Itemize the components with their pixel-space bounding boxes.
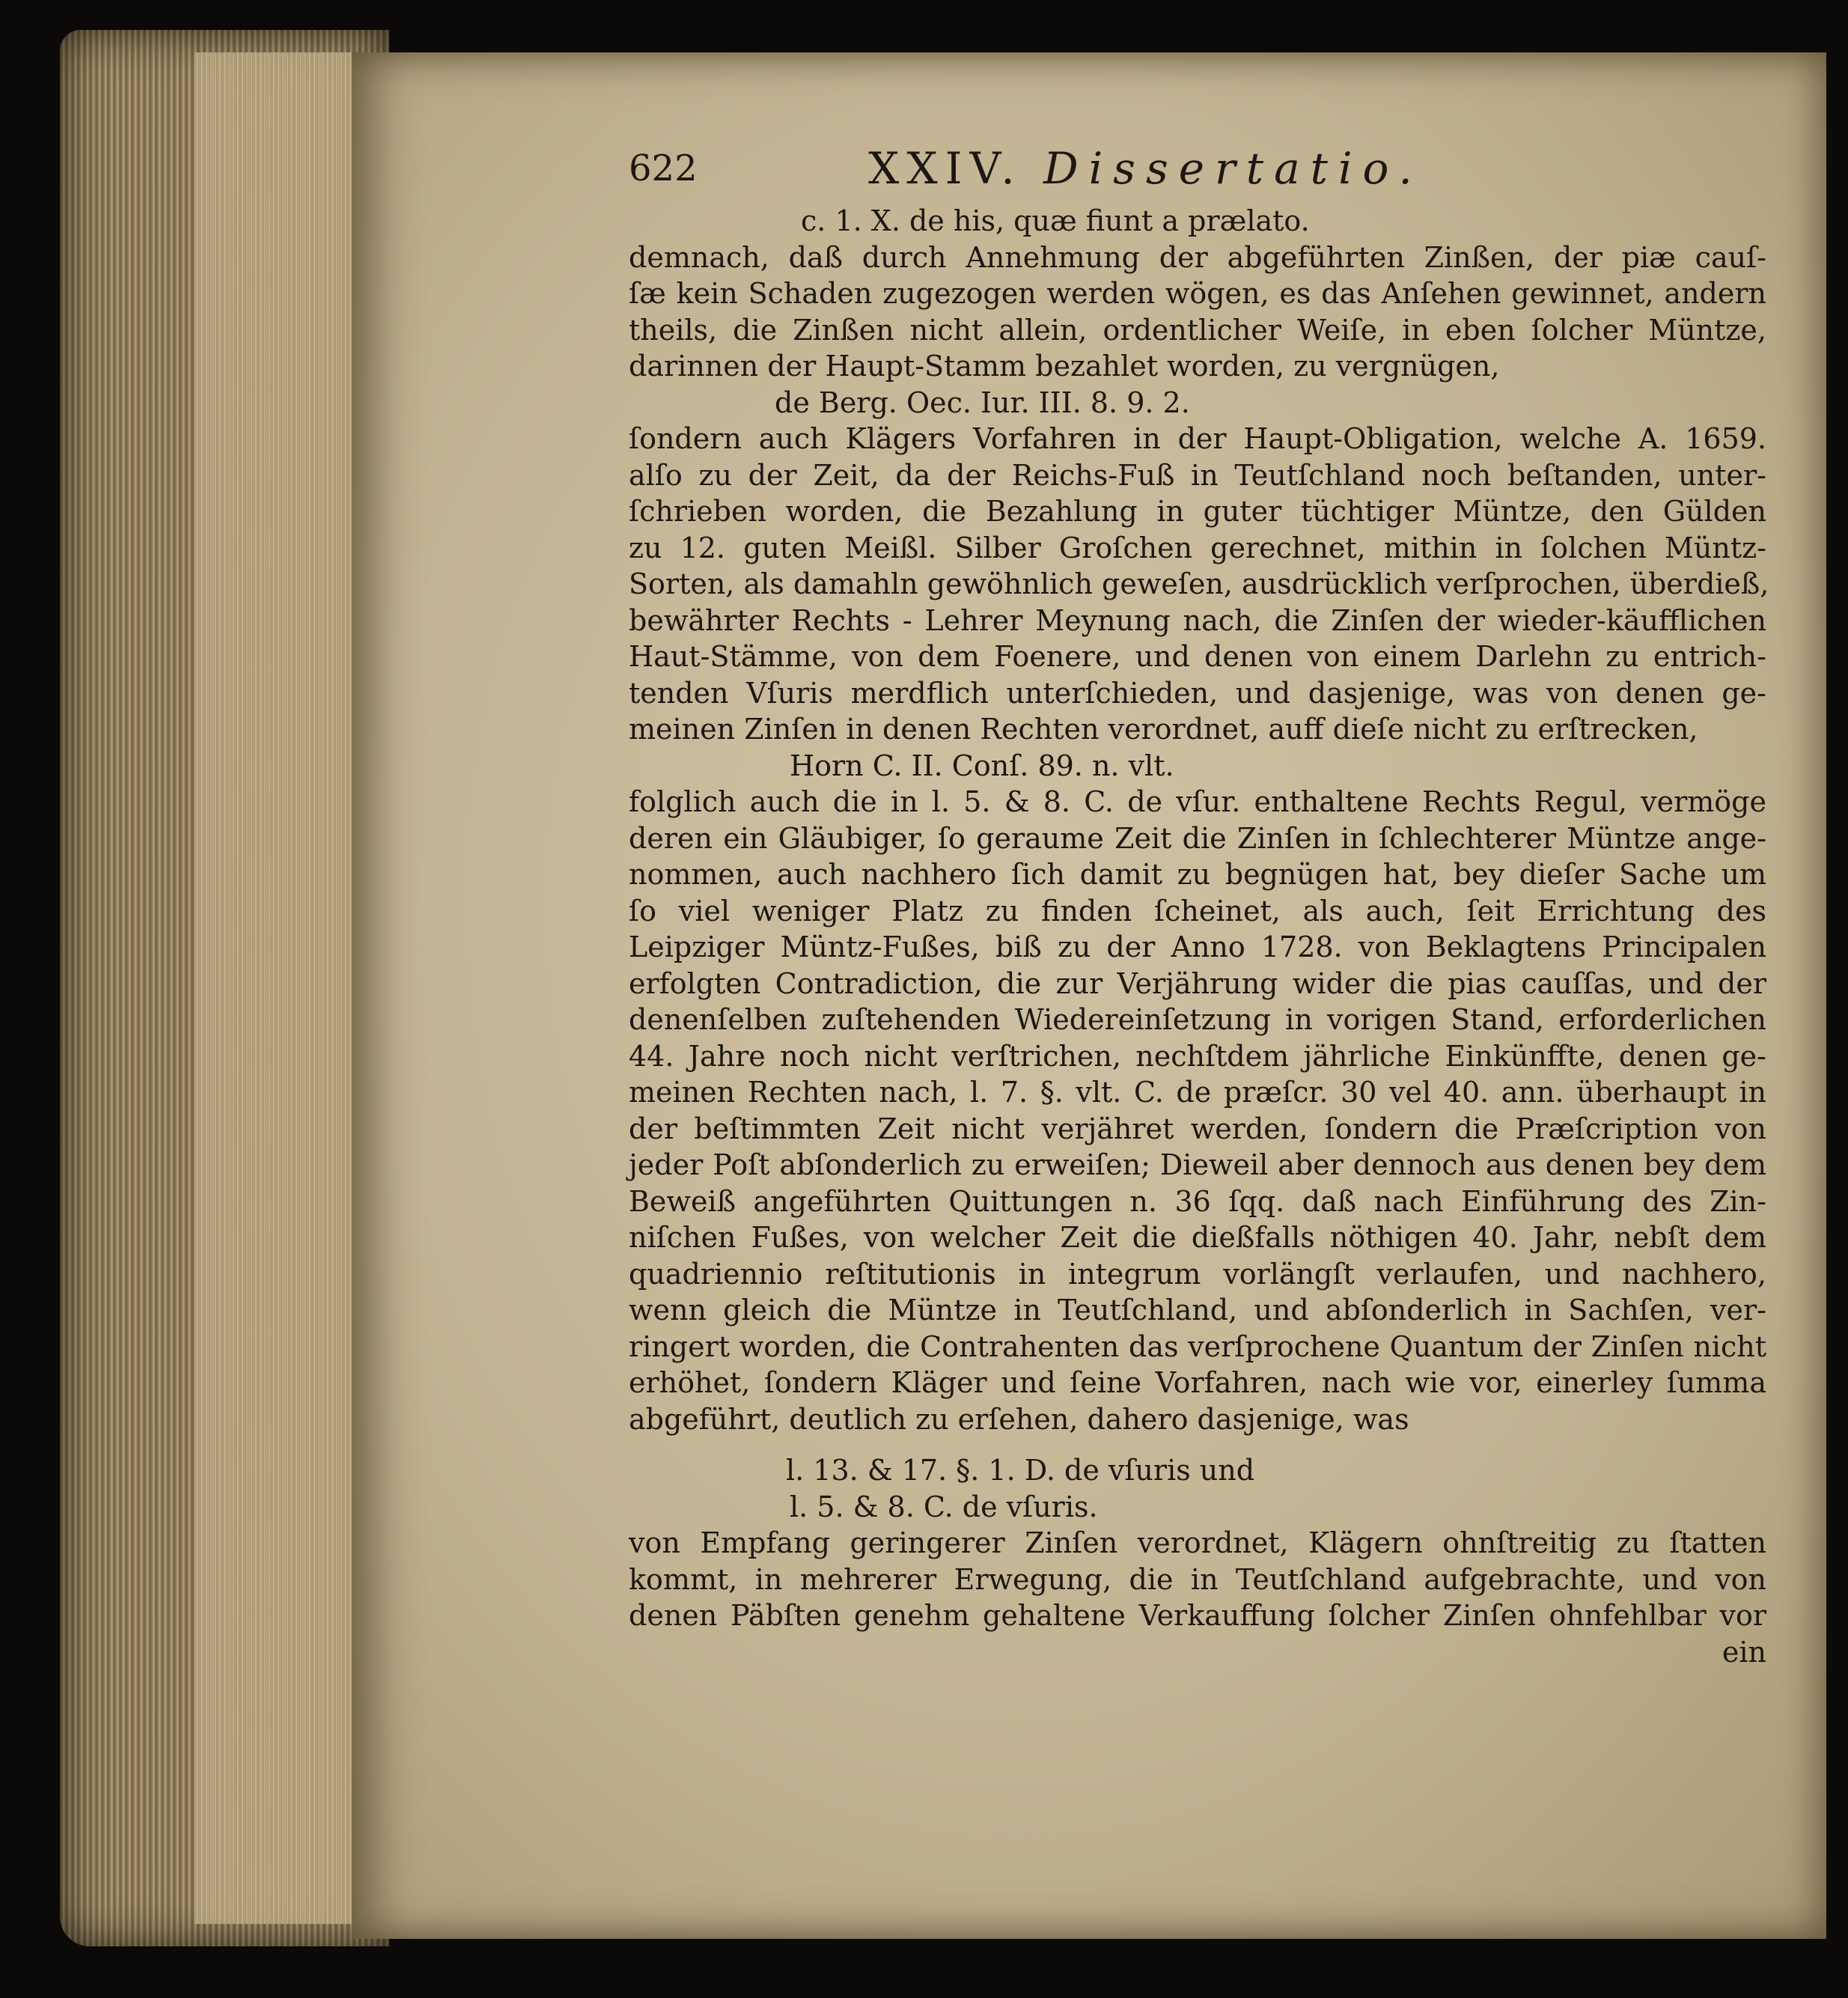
running-title <box>868 138 1423 198</box>
text-line: theils, die Zinßen nicht allein, ordentlicher Weiſe, in eben ſolcher Müntze, <box>629 313 1766 347</box>
citation: c. 1. X. de his, quæ fiunt a prælato. <box>801 204 1310 237</box>
text-line: von Empfang geringerer Zinſen verordnet, Klägern ohnſtreitig zu ſtatten <box>629 1526 1766 1559</box>
text-line: abgeführt, deutlich zu erſehen, dahero dasjenige, was <box>629 1402 1409 1436</box>
page-text <box>629 138 1769 1670</box>
text-line: denen Päbſten genehm gehaltene Verkauffung ſolcher Zinſen ohnfehlbar vor <box>629 1599 1766 1632</box>
paragraph-2 <box>629 421 1769 748</box>
text-line: quadriennio reſtitutionis in integrum vorlängſt verlaufen, und nachhero, <box>629 1257 1766 1291</box>
title-italic: Dissertatio. <box>1043 143 1423 194</box>
text-line: ringert worden, die Contrahenten das verſprochene Quantum der Zinſen nicht <box>629 1330 1766 1363</box>
text-line: Sorten, als damahln gewöhnlich geweſen, ausdrücklich verſprochen, überdieß, <box>629 567 1769 600</box>
text-line: erfolgten Contradiction, die zur Verjährung wider die pias cauſſas, und der <box>629 966 1766 1000</box>
text-line: darinnen der Haupt-Stamm bezahlet worden, zu vergnügen, <box>629 350 1500 383</box>
text-line: meinen Zinſen in denen Rechten verordnet, auff dieſe nicht zu erſtrecken, <box>629 713 1698 746</box>
title-roman: XXIV. <box>868 143 1022 194</box>
catchword: ein <box>1722 1635 1766 1669</box>
text-line: demnach, daß durch Annehmung der abgeführten Zinßen, der piæ cauſ- <box>629 240 1766 274</box>
text-line: erhöhet, ſondern Kläger und ſeine Vorfahren, nach wie vor, einerley ſumma <box>629 1366 1766 1399</box>
text-line: deren ein Gläubiger, ſo geraume Zeit die Zinſen in ſchlechterer Müntze ange- <box>629 821 1766 855</box>
text-line: meinen Rechten nach, l. 7. §. vlt. C. de præſcr. 30 vel 40. ann. überhaupt in <box>629 1076 1766 1109</box>
citation: de Berg. Oec. Iur. III. 8. 9. 2. <box>775 386 1190 419</box>
text-line: ſondern auch Klägers Vorfahren in der Haupt-Obligation, welche A. 1659. <box>629 422 1766 455</box>
text-line: denenſelben zuſtehenden Wiedereinſetzung in vorigen Stand, erforderlichen <box>629 1003 1766 1036</box>
text-line: nommen, auch nachhero ſich damit zu begnügen hat, bey dieſer Sache um <box>629 858 1766 891</box>
text-line: 44. Jahre noch nicht verſtrichen, nechſtdem jährliche Einkünffte, denen ge- <box>629 1039 1766 1073</box>
running-header <box>629 138 1766 198</box>
text-line: ſchrieben worden, die Bezahlung in guter tüchtiger Müntze, den Gülden <box>629 495 1766 528</box>
text-line: jeder Poſt abſonderlich zu erweiſen; Dieweil aber dennoch aus denen bey dem <box>629 1148 1766 1181</box>
citation: l. 5. & 8. C. de vſuris. <box>790 1490 1098 1523</box>
page-number: 622 <box>629 147 698 189</box>
text-line: bewährter Rechts - Lehrer Meynung nach, die Zinſen der wieder-käufflichen <box>629 603 1766 637</box>
citation: l. 13. & 17. §. 1. D. de vſuris und <box>786 1454 1255 1487</box>
text-line: zu 12. guten Meißl. Silber Groſchen gerechnet, mithin in ſolchen Müntz- <box>629 531 1766 564</box>
text-line: ſo viel weniger Platz zu finden ſcheinet, als auch, ſeit Errichtung des <box>629 894 1766 928</box>
text-line: alſo zu der Zeit, da der Reichs-Fuß in Teutſchland noch beſtanden, unter- <box>629 458 1766 492</box>
text-line: ſæ kein Schaden zugezogen werden wögen, es das Anſehen gewinnet, andern <box>629 277 1766 310</box>
text-line: wenn gleich die Müntze in Teutſchland, und abſonderlich in Sachſen, ver- <box>629 1294 1766 1327</box>
paragraph-3 <box>629 784 1766 1437</box>
citation: Horn C. II. Conſ. 89. n. vlt. <box>790 749 1174 782</box>
text-line: Haut-Stämme, von dem Foenere, und denen von einem Darlehn zu entrich- <box>629 640 1766 673</box>
text-line: niſchen Fußes, von welcher Zeit die dießfalls nöthigen 40. Jahr, nebſt dem <box>629 1221 1766 1254</box>
text-line: Beweiß angeführten Quittungen n. 36 ſqq. daß nach Einführung des Zin- <box>629 1184 1766 1218</box>
paragraph-4 <box>629 1525 1766 1634</box>
text-line: folglich auch die in l. 5. & 8. C. de vſur. enthaltene Rechts Regul, vermöge <box>629 785 1766 818</box>
text-line: tenden Vſuris merdflich unterſchieden, und dasjenige, was von denen ge- <box>629 676 1766 710</box>
text-line: der beſtimmten Zeit nicht verjähret werden, ſondern die Præſcription von <box>629 1112 1766 1145</box>
text-line: kommt, in mehrerer Erwegung, die in Teutſchland aufgebrachte, und von <box>629 1562 1766 1596</box>
paragraph-1 <box>629 240 1766 385</box>
text-line: Leipziger Müntz-Fußes, biß zu der Anno 1728. von Beklagtens Principalen <box>629 931 1766 963</box>
